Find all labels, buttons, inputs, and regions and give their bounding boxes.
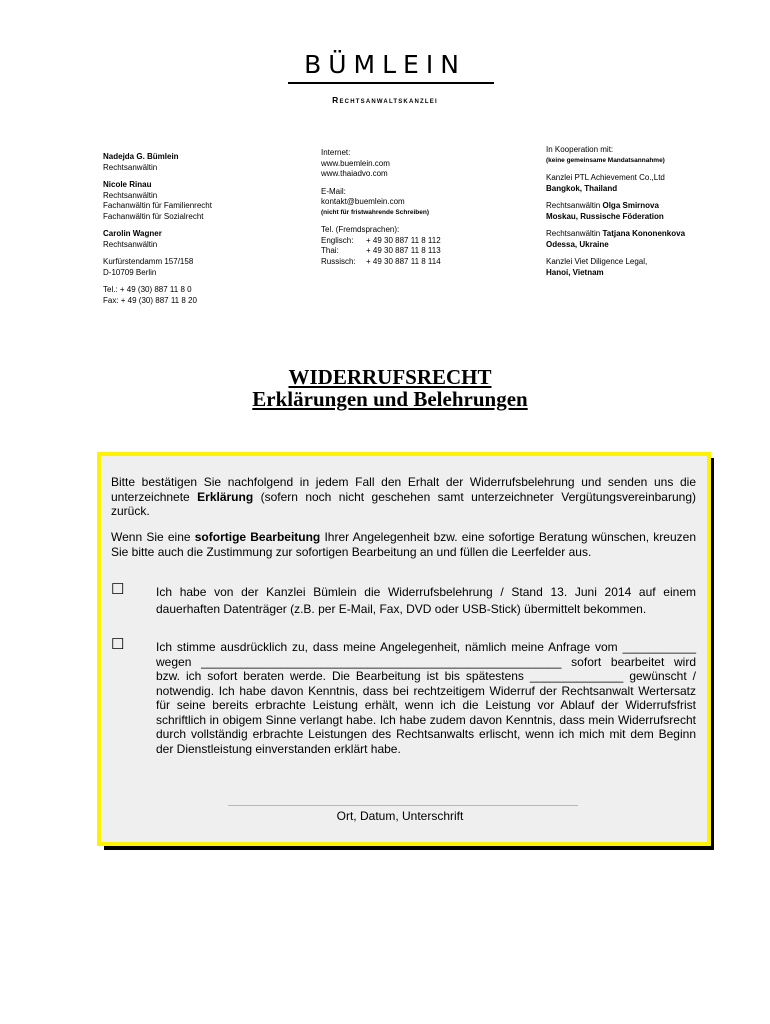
receipt-statement: Ich habe von der Kanzlei Bümlein die Widerrufsbelehrung / Stand 13. Juni 2014 auf einem dauerhaften Datenträger (z.B. per E-Mail, Fax, DVD oder USB-Stick) übermittelt bekommen.: [156, 585, 696, 616]
consent-statement: Ich stimme ausdrücklich zu, dass meine Angelegenheit, nämlich meine Anfrage vom ___________ wegen ______________________________________________________ sofort bearbeitet wird bzw. ich sofort beraten werde. Die Bearbeitung ist bis spätestens ______________ gewünscht / notwendig. Ich habe davon Kenntnis, dass bei rechtzeitigem Widerruf der Rechtsanwalt Wertersatz für seine bereits erbrachte Leistung erhält, wenn ich die Leistung vor Ablauf der Widerrufsfrist schriftlich in obigem Sinne verlangt habe. Ich habe zudem davon Kenntnis, dass mein Widerrufsrecht durch vollständig erbrachte Leistungen des Rechtsanwalts erlischt, wenn ich mich mit dem Beginn der Dienstleistung einverstanden erklärt habe.: [156, 640, 696, 756]
partner-name: Olga Smirnova: [602, 201, 659, 210]
partner-name: Kanzlei Viet Diligence Legal,: [546, 257, 648, 266]
deadline-blank-field[interactable]: ______________: [529, 669, 624, 683]
document-title: WIDERRUFSRECHT: [288, 365, 492, 389]
logo-underline: [288, 82, 494, 84]
website-link[interactable]: www.buemlein.com: [321, 158, 390, 168]
tel-number: + 49 30 887 11 8 114: [366, 256, 441, 266]
email-link[interactable]: kontakt@buemlein.com: [321, 197, 405, 206]
date-blank-field[interactable]: ___________: [622, 640, 696, 654]
lawyer-name: Nadejda G. Bümlein: [103, 152, 179, 161]
instruction-paragraph: Wenn Sie eine sofortige Bearbeitung Ihrer Angelegenheit bzw. eine sofortige Beratung wünschen, kreuzen Sie bitte auch die Zustimmung zur sofortigen Bearbeitung an und füllen die Leerfelder aus.: [111, 530, 696, 559]
lawyer-name: Carolin Wagner: [103, 229, 162, 238]
cooperation-column: [546, 145, 746, 278]
partner-line: [546, 201, 746, 212]
lawyer-role: Rechtsanwältin: [103, 239, 158, 249]
partner-city: Moskau, Russische Föderation: [546, 211, 664, 221]
online-column: [321, 148, 531, 267]
partner-city: Bangkok, Thailand: [546, 183, 618, 193]
tel-number: + 49 30 887 11 8 112: [366, 235, 441, 245]
tel-row: [321, 236, 531, 247]
intro-paragraph: Bitte bestätigen Sie nachfolgend in jedem Fall den Erhalt der Widerrufsbelehrung und senden uns die unterzeichnete Erklärung (sofern noch nicht geschehen samt unterzeichneter Vergütungsvereinbarung) zurück.: [111, 475, 696, 518]
tel-row: [321, 246, 531, 257]
partner-city: Odessa, Ukraine: [546, 239, 609, 249]
address-line: Kurfürstendamm 157/158: [103, 257, 194, 266]
internet-label: Internet:: [321, 148, 351, 157]
partner-line: [546, 229, 746, 240]
bold-term: sofortige Bearbeitung: [194, 530, 321, 544]
tel-row: [321, 257, 531, 268]
cooperation-label: In Kooperation mit:: [546, 145, 614, 154]
signature-label: Ort, Datum, Unterschrift: [336, 809, 464, 823]
foreign-tel-label: Tel. (Fremdsprachen):: [321, 225, 400, 234]
partner-name: Tatjana Kononenkova: [602, 229, 686, 238]
phone-number: Tel.: + 49 (30) 887 11 8 0: [103, 285, 192, 294]
brand-logo: BÜMLEIN: [304, 50, 466, 79]
lawyer-role: Fachanwältin für Sozialrecht: [103, 211, 204, 221]
signature-line[interactable]: [228, 805, 578, 806]
lawyer-role: Rechtsanwältin: [103, 162, 158, 172]
subject-blank-field[interactable]: ______________________________________________________: [201, 654, 562, 669]
bold-term: Erklärung: [197, 489, 254, 504]
tel-language: Thai:: [321, 246, 339, 255]
tel-language: Englisch:: [321, 235, 354, 245]
cooperation-note: (keine gemeinsame Mandatsannahme): [546, 156, 665, 164]
address-line: D-10709 Berlin: [103, 267, 157, 277]
website-link[interactable]: www.thaiadvo.com: [321, 169, 388, 178]
lawyers-column: [103, 152, 303, 306]
lawyer-role: Rechtsanwältin: [103, 190, 158, 200]
firm-subtitle: Rechtsanwaltskanzlei: [332, 95, 438, 105]
lawyer-role: Fachanwältin für Familienrecht: [103, 201, 212, 210]
tel-language: Russisch:: [321, 256, 356, 266]
checkbox-consent[interactable]: ☐: [111, 636, 125, 653]
tel-number: + 49 30 887 11 8 113: [366, 246, 441, 255]
partner-city: Hanoi, Vietnam: [546, 267, 604, 277]
partner-prefix: Rechtsanwältin: [546, 201, 601, 210]
fax-number: Fax: + 49 (30) 887 11 8 20: [103, 295, 197, 305]
email-note: (nicht für fristwahrende Schreiben): [321, 208, 429, 216]
checkbox-receipt[interactable]: ☐: [111, 581, 125, 598]
partner-name: Kanzlei PTL Achievement Co.,Ltd: [546, 173, 665, 182]
document-subtitle: Erklärungen und Belehrungen: [252, 387, 528, 411]
lawyer-name: Nicole Rinau: [103, 180, 152, 189]
partner-prefix: Rechtsanwältin: [546, 229, 601, 238]
email-label: E-Mail:: [321, 186, 346, 196]
